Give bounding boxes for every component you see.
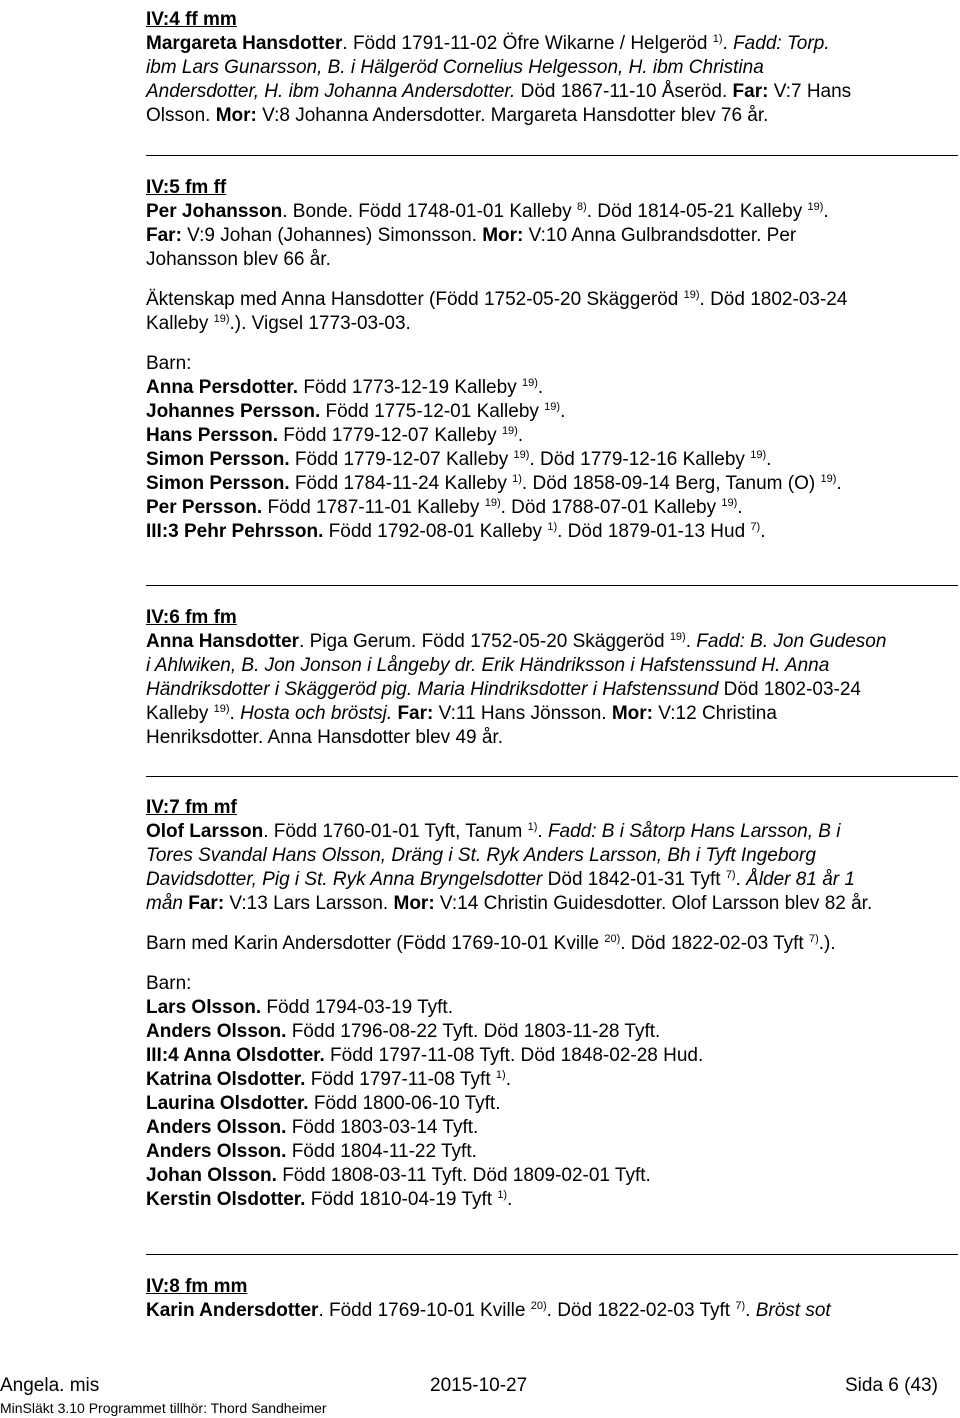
section-heading: IV:4 ff mm <box>146 9 237 30</box>
text-run: . <box>537 821 548 842</box>
section-divider <box>146 155 958 156</box>
text-line <box>146 820 958 844</box>
text-run: . <box>537 377 544 398</box>
text-run: . <box>836 473 842 494</box>
text-run: Far: <box>146 225 182 246</box>
text-line <box>146 932 958 956</box>
source-footnote-ref: 1) <box>712 33 723 45</box>
text-line <box>146 702 958 726</box>
text-line <box>146 496 958 520</box>
text-line <box>146 224 958 248</box>
text-run: Tores Svandal Hans Olsson, Dräng i St. Ryk Anders Larsson, Bh i Tyft Ingeborg <box>146 845 816 866</box>
text-line <box>146 200 958 224</box>
source-footnote-ref: 19) <box>669 631 686 643</box>
footer-author: Angela. mis <box>0 1375 100 1396</box>
text-run: Per Persson. <box>146 497 263 518</box>
text-run: Davidsdotter, Pig i St. Ryk Anna Bryngelsdotter <box>146 869 543 890</box>
source-footnote-ref: 19) <box>750 449 767 461</box>
text-run: III:3 Pehr Pehrsson. <box>146 521 324 542</box>
text-run: Henriksdotter. Anna Hansdotter blev 49 år. <box>146 727 503 748</box>
footer-program: MinSläkt 3.10 Programmet tillhör: Thord Sandheimer <box>0 1400 327 1416</box>
text-run: Född 1803-03-14 Tyft. <box>286 1117 479 1138</box>
source-footnote-ref: 7) <box>809 933 819 945</box>
text-run: . Död 1814-05-21 Kalleby <box>586 201 808 222</box>
text-run: Anders Olsson. <box>146 1117 287 1138</box>
text-run: Född 1787-11-01 Kalleby <box>262 497 485 518</box>
section-iv8 <box>146 1275 958 1323</box>
text-run: . <box>766 449 772 470</box>
source-footnote-ref: 1) <box>547 521 558 533</box>
section-divider <box>146 585 958 586</box>
section-iv5 <box>146 176 958 544</box>
section-iv6 <box>146 606 958 750</box>
text-line <box>146 1299 958 1323</box>
text-run: Kalleby <box>146 703 214 724</box>
text-run: Född 1792-08-01 Kalleby <box>323 521 548 542</box>
text-run: Hosta och bröstsj. <box>240 703 393 724</box>
text-line <box>146 1068 958 1092</box>
section-divider <box>146 1254 958 1255</box>
text-run: Johannes Persson. <box>146 401 321 422</box>
marriage-text <box>146 932 958 956</box>
source-footnote-ref: 8) <box>576 201 587 213</box>
source-footnote-ref: 19) <box>544 401 561 413</box>
section-heading: IV:5 fm ff <box>146 177 227 198</box>
text-run: Född 1804-11-22 Tyft. <box>286 1141 477 1162</box>
text-line <box>146 80 958 104</box>
text-run: Hans Persson. <box>146 425 278 446</box>
text-run: . Född 1760-01-01 Tyft, Tanum <box>263 821 528 842</box>
text-run: Mor: <box>393 893 435 914</box>
person-text <box>146 1299 958 1323</box>
text-run: Född 1797-11-08 Tyft <box>305 1069 496 1090</box>
text-run: Mor: <box>215 105 257 126</box>
text-run: Far: <box>397 703 434 724</box>
text-line <box>146 1020 958 1044</box>
source-footnote-ref: 1) <box>495 1069 506 1081</box>
text-run: Ålder 81 år 1 <box>746 869 855 890</box>
section-iv7 <box>146 796 958 1212</box>
text-run: .). Vigsel 1773-03-03. <box>229 313 411 334</box>
person-text <box>146 32 958 128</box>
text-run: Mor: <box>611 703 653 724</box>
text-run: Fadd: B i Såtorp Hans Larsson, B i <box>547 821 841 842</box>
text-run: Per Johansson <box>146 201 283 222</box>
text-run: Född 1779-12-07 Kalleby <box>278 425 502 446</box>
text-run: Bröst sot <box>755 1300 831 1321</box>
source-footnote-ref: 19) <box>521 377 538 389</box>
text-line <box>146 1164 958 1188</box>
text-run: . <box>507 1189 513 1210</box>
text-line <box>146 1116 958 1140</box>
source-footnote-ref: 1) <box>527 821 538 833</box>
text-line <box>146 104 958 128</box>
text-line <box>146 400 958 424</box>
text-line <box>146 520 958 544</box>
text-run: V:10 Anna Gulbrandsdotter. Per <box>523 225 797 246</box>
text-run: Äktenskap med Anna Hansdotter (Född 1752-05-20 Skäggeröd <box>146 289 684 310</box>
text-line <box>146 288 958 312</box>
text-run: Katrina Olsdotter. <box>146 1069 306 1090</box>
text-run: Simon Persson. <box>146 449 290 470</box>
text-run: V:9 Johan (Johannes) Simonsson. <box>181 225 483 246</box>
text-run: V:7 Hans <box>768 81 852 102</box>
text-line <box>146 32 958 56</box>
text-run: Far: <box>732 81 769 102</box>
text-line <box>146 448 958 472</box>
text-run: Kerstin Olsdotter. <box>146 1189 306 1210</box>
text-run: . <box>685 631 697 652</box>
text-run: Anna Persdotter. <box>146 377 299 398</box>
text-run: Händriksdotter i Skäggeröd pig. Maria Hindriksdotter i Hafstenssund <box>146 679 719 700</box>
text-run: Lars Olsson. <box>146 997 262 1018</box>
source-footnote-ref: 7) <box>750 521 761 533</box>
text-run: . Död 1822-02-03 Tyft <box>620 933 809 954</box>
text-line <box>146 312 958 336</box>
text-line <box>146 996 958 1020</box>
text-run: V:13 Lars Larsson. <box>224 893 394 914</box>
section-divider <box>146 776 958 777</box>
text-run: Karin Andersdotter <box>146 1300 319 1321</box>
text-line <box>146 678 958 702</box>
text-run: Anders Olsson. <box>146 1021 287 1042</box>
barn-label: Barn: <box>146 353 192 374</box>
text-line <box>146 376 958 400</box>
text-run: Barn med Karin Andersdotter (Född 1769-10-01 Kville <box>146 933 605 954</box>
text-run: V:12 Christina <box>653 703 777 724</box>
text-run: Född 1773-12-19 Kalleby <box>298 377 522 398</box>
text-line <box>146 1140 958 1164</box>
text-line <box>146 248 958 272</box>
text-run: Laurina Olsdotter. <box>146 1093 309 1114</box>
text-run: Andersdotter, H. ibm Johanna Andersdotter. <box>146 81 516 102</box>
text-run: . <box>745 1300 756 1321</box>
footer-date: 2015-10-27 <box>430 1375 528 1396</box>
text-line <box>146 56 958 80</box>
footer-page-number: Sida 6 (43) <box>845 1375 938 1396</box>
source-footnote-ref: 19) <box>484 497 501 509</box>
section-heading: IV:8 fm mm <box>146 1276 248 1297</box>
person-text <box>146 820 958 916</box>
text-line <box>146 844 958 868</box>
barn-label: Barn: <box>146 973 192 994</box>
text-line <box>146 424 958 448</box>
source-footnote-ref: 20) <box>604 933 621 945</box>
text-run: V:11 Hans Jönsson. <box>433 703 612 724</box>
text-run: Olof Larsson <box>146 821 264 842</box>
text-run: mån <box>146 893 183 914</box>
text-run: Anders Olsson. <box>146 1141 287 1162</box>
text-line <box>146 892 958 916</box>
source-footnote-ref: 1) <box>512 473 522 485</box>
text-run: . <box>229 703 241 724</box>
text-run: . <box>517 425 524 446</box>
text-run: Död 1842-01-31 Tyft <box>542 869 726 890</box>
text-run: . <box>505 1069 511 1090</box>
source-footnote-ref: 19) <box>683 289 700 301</box>
section-heading: IV:6 fm fm <box>146 607 237 628</box>
source-footnote-ref: 19) <box>807 201 824 213</box>
text-run: . Död 1858-09-14 Berg, Tanum (O) <box>521 473 821 494</box>
text-run: . <box>737 497 743 518</box>
text-run: Fadd: Torp. <box>733 33 830 54</box>
text-line <box>146 1044 958 1068</box>
children-list <box>146 376 958 544</box>
text-run: Fadd: B. Jon Gudeson <box>696 631 887 652</box>
text-run: Död 1802-03-24 <box>718 679 861 700</box>
text-line <box>146 654 958 678</box>
text-run: . <box>760 521 766 542</box>
text-run: Anna Hansdotter <box>146 631 300 652</box>
text-run: . Född 1791-11-02 Öfre Wikarne / Helgeröd <box>342 33 713 54</box>
text-run: Kalleby <box>146 313 214 334</box>
text-run: Johan Olsson. <box>146 1165 277 1186</box>
text-run: . Död 1822-02-03 Tyft <box>546 1300 736 1321</box>
text-line <box>146 1092 958 1116</box>
text-run: . <box>722 33 734 54</box>
text-run: Född 1779-12-07 Kalleby <box>289 449 514 470</box>
text-run: Född 1796-08-22 Tyft. Död 1803-11-28 Tyft. <box>286 1021 661 1042</box>
text-run: .). <box>818 933 836 954</box>
text-run: . Piga Gerum. Född 1752-05-20 Skäggeröd <box>299 631 670 652</box>
text-run: . <box>735 869 747 890</box>
text-line <box>146 472 958 496</box>
text-run: III:4 Anna Olsdotter. <box>146 1045 325 1066</box>
section-heading: IV:7 fm mf <box>146 797 237 818</box>
person-text <box>146 200 958 272</box>
source-footnote-ref: 7) <box>735 1300 746 1312</box>
text-run: ibm Lars Gunarsson, B. i Hälgeröd Cornelius Helgesson, H. ibm Christina <box>146 57 764 78</box>
text-run: . <box>823 201 829 222</box>
text-run: Mor: <box>482 225 524 246</box>
text-line <box>146 1188 958 1212</box>
marriage-text <box>146 288 958 336</box>
source-footnote-ref: 19) <box>213 313 230 325</box>
source-footnote-ref: 20) <box>530 1300 547 1312</box>
text-run: V:14 Christin Guidesdotter. Olof Larsson blev 82 år. <box>434 893 873 914</box>
source-footnote-ref: 19) <box>501 425 518 437</box>
source-footnote-ref: 19) <box>513 449 530 461</box>
text-line <box>146 726 958 750</box>
text-run: Född 1794-03-19 Tyft. <box>261 997 453 1018</box>
text-run: Död 1867-11-10 Åseröd. <box>515 81 733 102</box>
source-footnote-ref: 19) <box>820 473 837 485</box>
text-run: . <box>560 401 566 422</box>
text-run: Född 1797-11-08 Tyft. Död 1848-02-28 Hud. <box>324 1045 704 1066</box>
text-run: Far: <box>188 893 225 914</box>
text-run: . Död 1802-03-24 <box>699 289 848 310</box>
source-footnote-ref: 7) <box>725 869 736 881</box>
text-run: . Född 1769-10-01 Kville <box>318 1300 531 1321</box>
text-run: i Ahlwiken, B. Jon Jonson i Långeby dr. Erik Händriksson i Hafstenssund H. Anna <box>146 655 830 676</box>
text-run: . Död 1879-01-13 Hud <box>557 521 751 542</box>
text-run: Margareta Hansdotter <box>146 33 343 54</box>
text-run: Född 1810-04-19 Tyft <box>305 1189 498 1210</box>
text-run: Född 1775-12-01 Kalleby <box>320 401 545 422</box>
text-run: Johansson blev 66 år. <box>146 249 331 270</box>
text-run: Född 1784-11-24 Kalleby <box>289 473 513 494</box>
source-footnote-ref: 19) <box>721 497 738 509</box>
section-iv4 <box>146 8 958 128</box>
text-run: Född 1808-03-11 Tyft. Död 1809-02-01 Tyft. <box>276 1165 651 1186</box>
person-text <box>146 630 958 750</box>
text-run: . Bonde. Född 1748-01-01 Kalleby <box>282 201 577 222</box>
text-line <box>146 868 958 892</box>
text-run: Simon Persson. <box>146 473 290 494</box>
text-run: Olsson. <box>146 105 216 126</box>
text-run: Född 1800-06-10 Tyft. <box>308 1093 501 1114</box>
text-run: . Död 1788-07-01 Kalleby <box>500 497 722 518</box>
text-run: . Död 1779-12-16 Kalleby <box>529 449 751 470</box>
text-line <box>146 630 958 654</box>
source-footnote-ref: 1) <box>497 1189 508 1201</box>
text-run: V:8 Johanna Andersdotter. Margareta Hansdotter blev 76 år. <box>256 105 769 126</box>
children-list <box>146 996 958 1212</box>
source-footnote-ref: 19) <box>213 703 230 715</box>
